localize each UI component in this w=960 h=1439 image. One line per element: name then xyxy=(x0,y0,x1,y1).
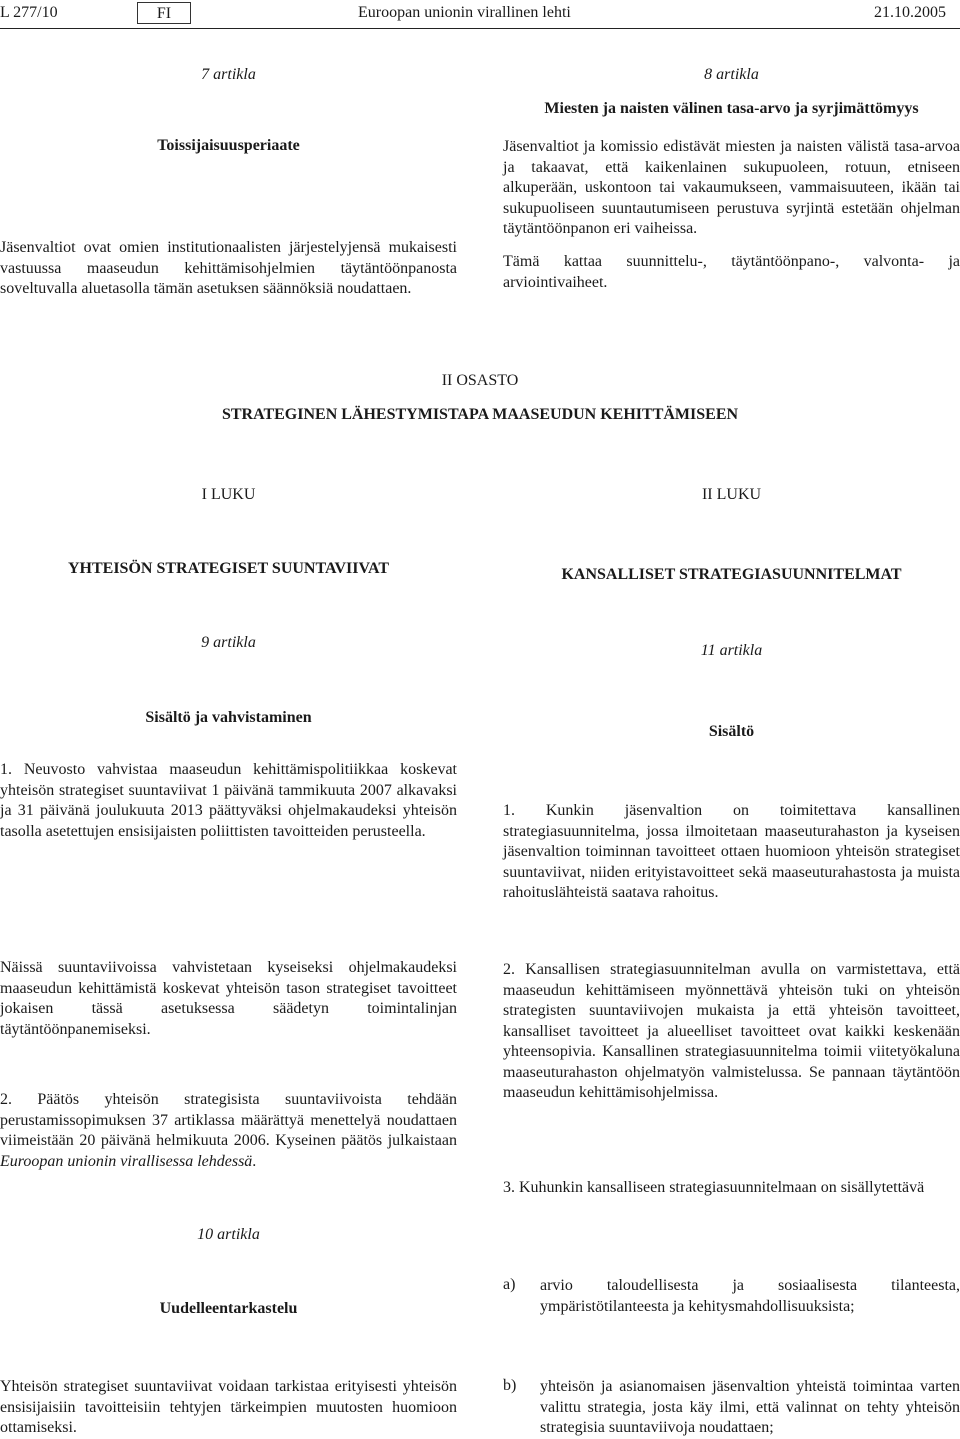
page-ref: L 277/10 xyxy=(0,4,58,21)
art11-paragraph-2: 2. Kansallisen strategiasuunnitelman avulla on varmistettava, että maaseudun kehittämiseen myönnettävä yhteisön tuki on yhteisön strategisten suuntaviivojen mukaista ja että yhteisön tavoitteet, kansalliset tavoitteet ja alueelliset tavoitteet ovat kaikki keskenään yhteensopivia. Kansallinen strategiasuunnitelma toimii viitetyökaluna maaseuturahaston ohjelmatyön valmistelussa. Se pannaan täytäntöön maaseudun kehittämisohjelmissa. xyxy=(503,961,960,1101)
list-item-label: a) xyxy=(503,1276,516,1293)
section-title: STRATEGINEN LÄHESTYMISTAPA MAASEUDUN KEHITTÄMISEEN xyxy=(221,406,739,423)
language-code-box: FI xyxy=(137,2,191,24)
art10-text: Yhteisön strategiset suuntaviivat voidaan tarkistaa erityisesti yhteisön ensisijaisiin tavoitteisiin tehtyjen tärkeimpien muutosten huomioon ottamiseksi. xyxy=(0,1378,457,1436)
chapter2-label: II LUKU xyxy=(701,486,762,503)
art9-paragraph-2: Näissä suuntaviivoissa vahvistetaan kyseiseksi ohjelmakaudeksi maaseudun kehittämistä koskevat yhteisön tason strategiset tavoitteet jokaisen tässä asetuksessa säädetyn toimintalinjan täytäntöönpanemiseksi. xyxy=(0,959,457,1038)
art10-title: Uudelleentarkastelu xyxy=(159,1300,298,1317)
chapter1-title: YHTEISÖN STRATEGISET SUUNTAVIIVAT xyxy=(67,560,389,577)
art9-paragraph-1: 1. Neuvosto vahvistaa maaseudun kehittämispolitiikkaa koskevat yhteisön strategiset suuntaviivat 1 päivänä tammikuuta 2007 alkavaksi ja 31 päivänä joulukuuta 2013 päättyväksi ohjelmakaudeksi yhteisön tasolla asetettujen ensisijaisten poliittisten tavoitteiden perusteella. xyxy=(0,761,457,840)
journal-name-italic: Euroopan unionin virallisessa lehdessä xyxy=(0,1152,253,1170)
art10-number: 10 artikla xyxy=(197,1226,260,1243)
art7-number: 7 artikla xyxy=(201,66,256,83)
art11-number: 11 artikla xyxy=(700,642,763,659)
art7-text: Jäsenvaltiot ovat omien institutionaalisten järjestelyjensä mukaisesti vastuussa maaseudun kehittämisohjelmien täytäntöönpanosta soveltuvalla aluetasolla tämän asetuksen säännöksiä noudattaen. xyxy=(0,239,457,297)
publication-date: 21.10.2005 xyxy=(874,4,946,21)
art7-title: Toissijaisuusperiaate xyxy=(157,137,300,154)
art9-paragraph-3: 2. Päätös yhteisön strategisista suuntaviivoista tehdään perustamissopimuksen 37 artiklassa määrättyä menettelyä noudattaen viimeistään 20 päivänä helmikuuta 2006. Kyseinen päätös julkaistaan Euroopan unionin virallisessa lehdessä. xyxy=(0,1091,457,1170)
chapter2-title: KANSALLISET STRATEGIASUUNNITELMAT xyxy=(561,566,902,583)
art9-number: 9 artikla xyxy=(201,634,256,651)
list-item-text: arvio taloudellisesta ja sosiaalisesta tilanteesta, ympäristötilanteesta ja kehitysmahdollisuuksista; xyxy=(540,1277,960,1315)
header-rule xyxy=(0,28,960,29)
chapter1-label: I LUKU xyxy=(201,486,256,503)
art8-title: Miesten ja naisten välinen tasa-arvo ja syrjimättömyys xyxy=(544,100,919,117)
art8-number: 8 artikla xyxy=(704,66,759,83)
art9-title: Sisältö ja vahvistaminen xyxy=(145,709,312,726)
journal-title: Euroopan unionin virallinen lehti xyxy=(358,4,571,21)
art8-paragraph-1: Jäsenvaltiot ja komissio edistävät miesten ja naisten välistä tasa-arvoa ja takaavat, että kaikenlainen sukupuoleen, rotuun, etniseen alkuperään, uskontoon tai vakaumukseen, vammaisuuteen, ikään tai sukupuoliseen suuntautumiseen perustuva syrjintä estetään ohjelman täytäntöönpanon eri vaiheissa. xyxy=(503,138,960,237)
art11-paragraph-1: 1. Kunkin jäsenvaltion on toimitettava kansallinen strategiasuunnitelma, jossa ilmoitetaan maaseuturahaston ja kyseisen jäsenvaltion toiminnan tavoitteet ottaen huomioon yhteisön strategiset suuntaviivat, niiden erityistavoitteet sekä maaseuturahastosta ja muista rahoituslähteistä saatava rahoitus. xyxy=(503,802,960,901)
list-item-label: b) xyxy=(503,1377,517,1394)
section-label: II OSASTO xyxy=(441,372,519,389)
list-item-text: yhteisön ja asianomaisen jäsenvaltion yhteistä toimintaa varten valittu strategia, josta käy ilmi, että valinnat on tehty yhteisön strategisia suuntaviivoja noudattaen; xyxy=(540,1378,960,1436)
art8-paragraph-2: Tämä kattaa suunnittelu-, täytäntöönpano-, valvonta- ja arviointivaiheet. xyxy=(503,253,960,291)
art11-title: Sisältö xyxy=(708,723,755,740)
art11-paragraph-3: 3. Kuhunkin kansalliseen strategiasuunnitelmaan on sisällytettävä xyxy=(503,1179,925,1196)
